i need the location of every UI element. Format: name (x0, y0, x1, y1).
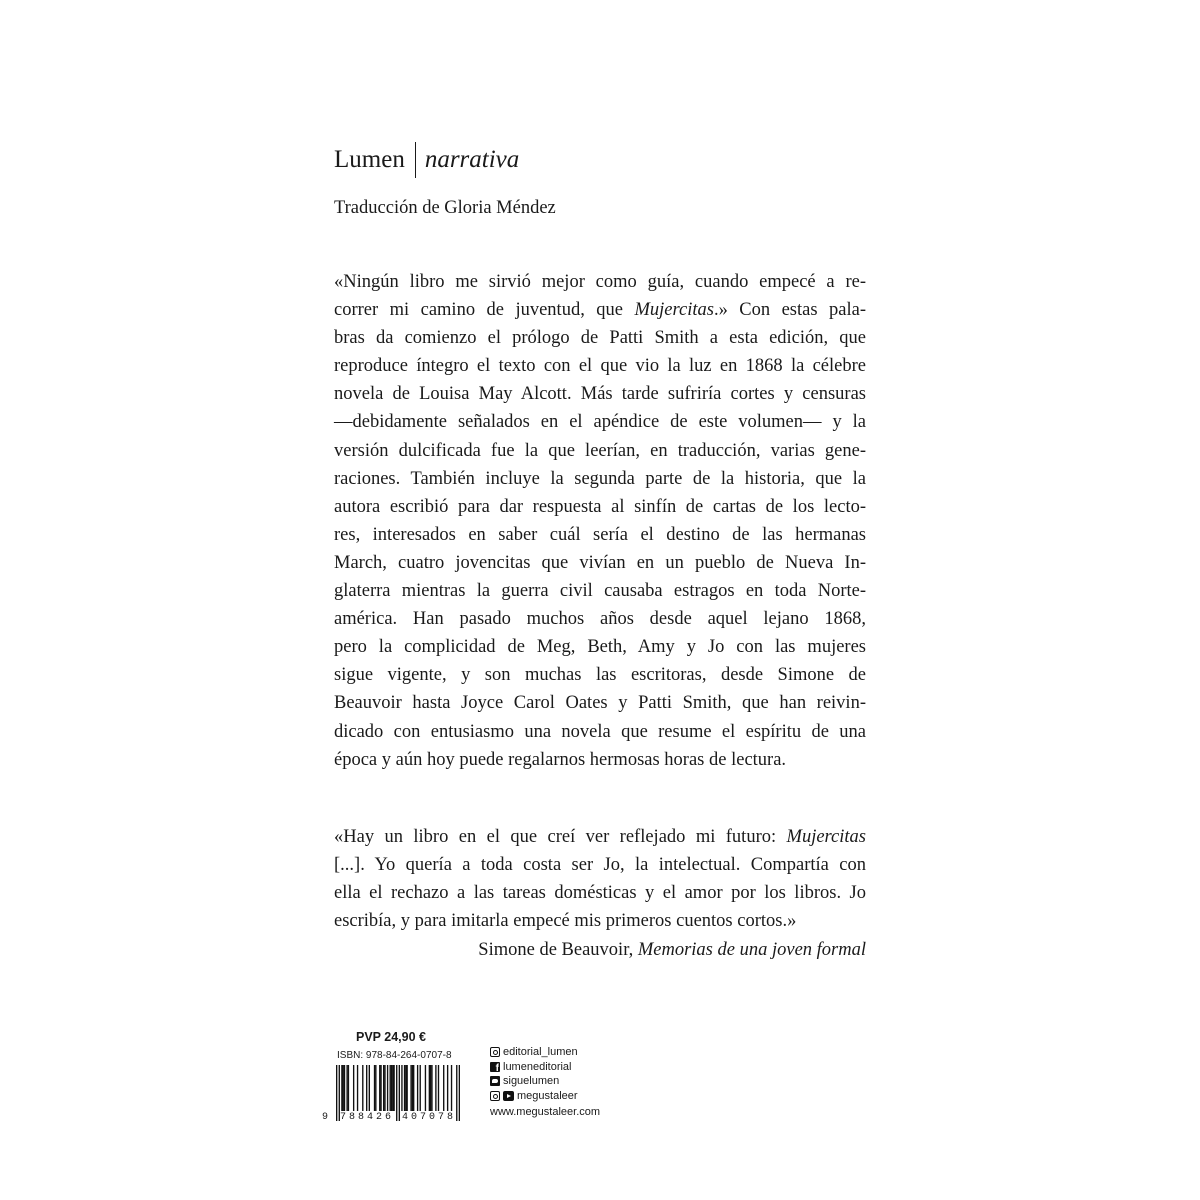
twitter-handle: siguelumen (503, 1075, 560, 1088)
instagram-icon (490, 1047, 500, 1057)
synopsis-line: américa. Han pasado muchos años desde aquel lejano 1868, (334, 609, 866, 630)
attribution-author: Simone de Beauvoir, (478, 940, 638, 960)
barcode-bar (375, 1065, 376, 1111)
barcode-bar (346, 1065, 347, 1111)
book-title: Mujercitas (634, 300, 714, 321)
quote-line: ella el rechazo a las tareas domésticas y el amor por los libros. Jo (334, 883, 866, 904)
barcode-bar (429, 1065, 430, 1111)
barcode-bar (366, 1065, 367, 1111)
barcode-bar (374, 1065, 375, 1111)
barcode-bar (420, 1065, 421, 1111)
barcode-bar (431, 1065, 432, 1111)
barcode-bar (438, 1065, 439, 1111)
quote-attribution (478, 936, 866, 964)
ean-digits (322, 1112, 464, 1123)
synopsis-line: sigue vigente, y son muchas las escritoras, desde Simone de (334, 665, 866, 686)
barcode-bar (447, 1065, 448, 1111)
barcode-bar (443, 1065, 444, 1111)
facebook-icon (490, 1062, 500, 1072)
translator-credit: Traducción de Gloria Méndez (334, 198, 556, 218)
instagram-handle: editorial_lumen (503, 1046, 578, 1058)
ean-first-digit: 9 (322, 1112, 329, 1123)
synopsis-line: autora escribió para dar respuesta al sinfín de cartas de los lecto- (334, 496, 866, 517)
barcode-bar (412, 1065, 413, 1111)
barcode-bar (451, 1065, 452, 1111)
publisher-name: Lumen (334, 146, 405, 173)
barcode-bar (343, 1065, 344, 1111)
attribution-work: Memorias de una joven formal (637, 940, 866, 960)
synopsis-line: glaterra mientras la guerra civil causaba estragos en toda Norte- (334, 581, 866, 602)
barcode-bar (362, 1065, 363, 1111)
synopsis-line: reproduce íntegro el texto con el que vio la luz en 1868 la célebre (334, 356, 866, 377)
barcode-bar (348, 1065, 349, 1111)
barcode-bar (387, 1065, 388, 1111)
synopsis-line: dicado con entusiasmo una novela que resume el espíritu de una (334, 721, 866, 742)
synopsis-line: bras da comienzo el prólogo de Patti Smith a esta edición, que (334, 328, 866, 349)
barcode-bar (405, 1065, 406, 1111)
barcode-bar (430, 1065, 431, 1111)
instagram-icon (490, 1091, 500, 1101)
barcode-bar (353, 1065, 354, 1111)
barcode-bar (380, 1065, 381, 1111)
synopsis-line: versión dulcificada fue la que leerían, en traducción, varias gene- (334, 440, 866, 461)
barcode-bar (390, 1065, 391, 1111)
synopsis-line: «Ningún libro me sirvió mejor como guía, cuando empecé a re- (334, 272, 866, 292)
synopsis-line: época y aún hoy puede regalarnos hermosas horas de lectura. (334, 749, 787, 770)
synopsis-line: res, interesados en saber cuál sería el destino de las hermanas (334, 524, 866, 545)
barcode-bar (357, 1065, 358, 1111)
quote-line: escribía, y para imitarla empecé mis primeros cuentos cortos.» (334, 911, 797, 932)
collection-name: narrativa (424, 146, 520, 173)
barcode-bar (425, 1065, 426, 1111)
synopsis-line: correr mi camino de juventud, que Mujercitas.» Con estas pala- (334, 300, 866, 321)
barcode-bar (344, 1065, 345, 1111)
synopsis-line: March, cuatro jovencitas que vivían en un pueblo de Nueva In- (334, 552, 866, 573)
synopsis-line: Beauvoir hasta Joyce Carol Oates y Patti Smith, que han reivin- (334, 693, 866, 714)
barcode-bar (384, 1065, 385, 1111)
barcode-bar (393, 1065, 394, 1111)
synopsis-line: novela de Louisa May Alcott. Más tarde sufriría cortes y censuras (334, 384, 866, 405)
barcode-bar (341, 1065, 342, 1111)
barcode-bar (413, 1065, 414, 1111)
synopsis-line: —debidamente señalados en el apéndice de este volumen— y la (334, 412, 866, 433)
barcode-bar (404, 1065, 405, 1111)
price-label: PVP 24,90 € (356, 1030, 426, 1044)
barcode-bar (391, 1065, 392, 1111)
megustaleer-handle: megustaleer (517, 1089, 578, 1102)
social-instagram[interactable] (490, 1045, 600, 1060)
barcode-bar (417, 1065, 418, 1111)
social-links (490, 1045, 600, 1120)
barcode-bar (435, 1065, 436, 1111)
barcode-bar (379, 1065, 380, 1111)
twitter-icon (490, 1076, 500, 1086)
barcode-bar (406, 1065, 407, 1111)
ean-left-group: 788426 (340, 1112, 395, 1123)
ean-right-group: 407078 (402, 1112, 457, 1123)
quote-line: «Hay un libro en el que creí ver reflejado mi futuro: Mujercitas (334, 827, 866, 847)
imprint (334, 142, 519, 178)
barcode-bar (369, 1065, 370, 1111)
pull-quote (334, 823, 866, 935)
synopsis-text (334, 268, 866, 774)
barcode-bar (392, 1065, 393, 1111)
social-facebook[interactable] (490, 1060, 600, 1075)
barcode-bar (383, 1065, 384, 1111)
quote-line: [...]. Yo quería a toda costa ser Jo, la intelectual. Compartía con (334, 855, 866, 876)
synopsis-line: raciones. También incluye la segunda parte de la historia, que la (334, 468, 866, 489)
barcode-bar (410, 1065, 411, 1111)
social-twitter[interactable] (490, 1074, 600, 1089)
social-megustaleer[interactable] (490, 1089, 600, 1104)
book-title: Mujercitas (786, 827, 866, 847)
website-link[interactable]: www.megustaleer.com (490, 1106, 601, 1119)
youtube-icon (503, 1091, 514, 1101)
imprint-divider (415, 142, 416, 178)
synopsis-line: pero la complicidad de Meg, Beth, Amy y Jo con las mujeres (334, 637, 866, 658)
isbn-label: ISBN: 978-84-264-0707-8 (337, 1050, 452, 1061)
barcode-bar (401, 1065, 402, 1111)
facebook-handle: lumeneditorial (503, 1060, 572, 1073)
